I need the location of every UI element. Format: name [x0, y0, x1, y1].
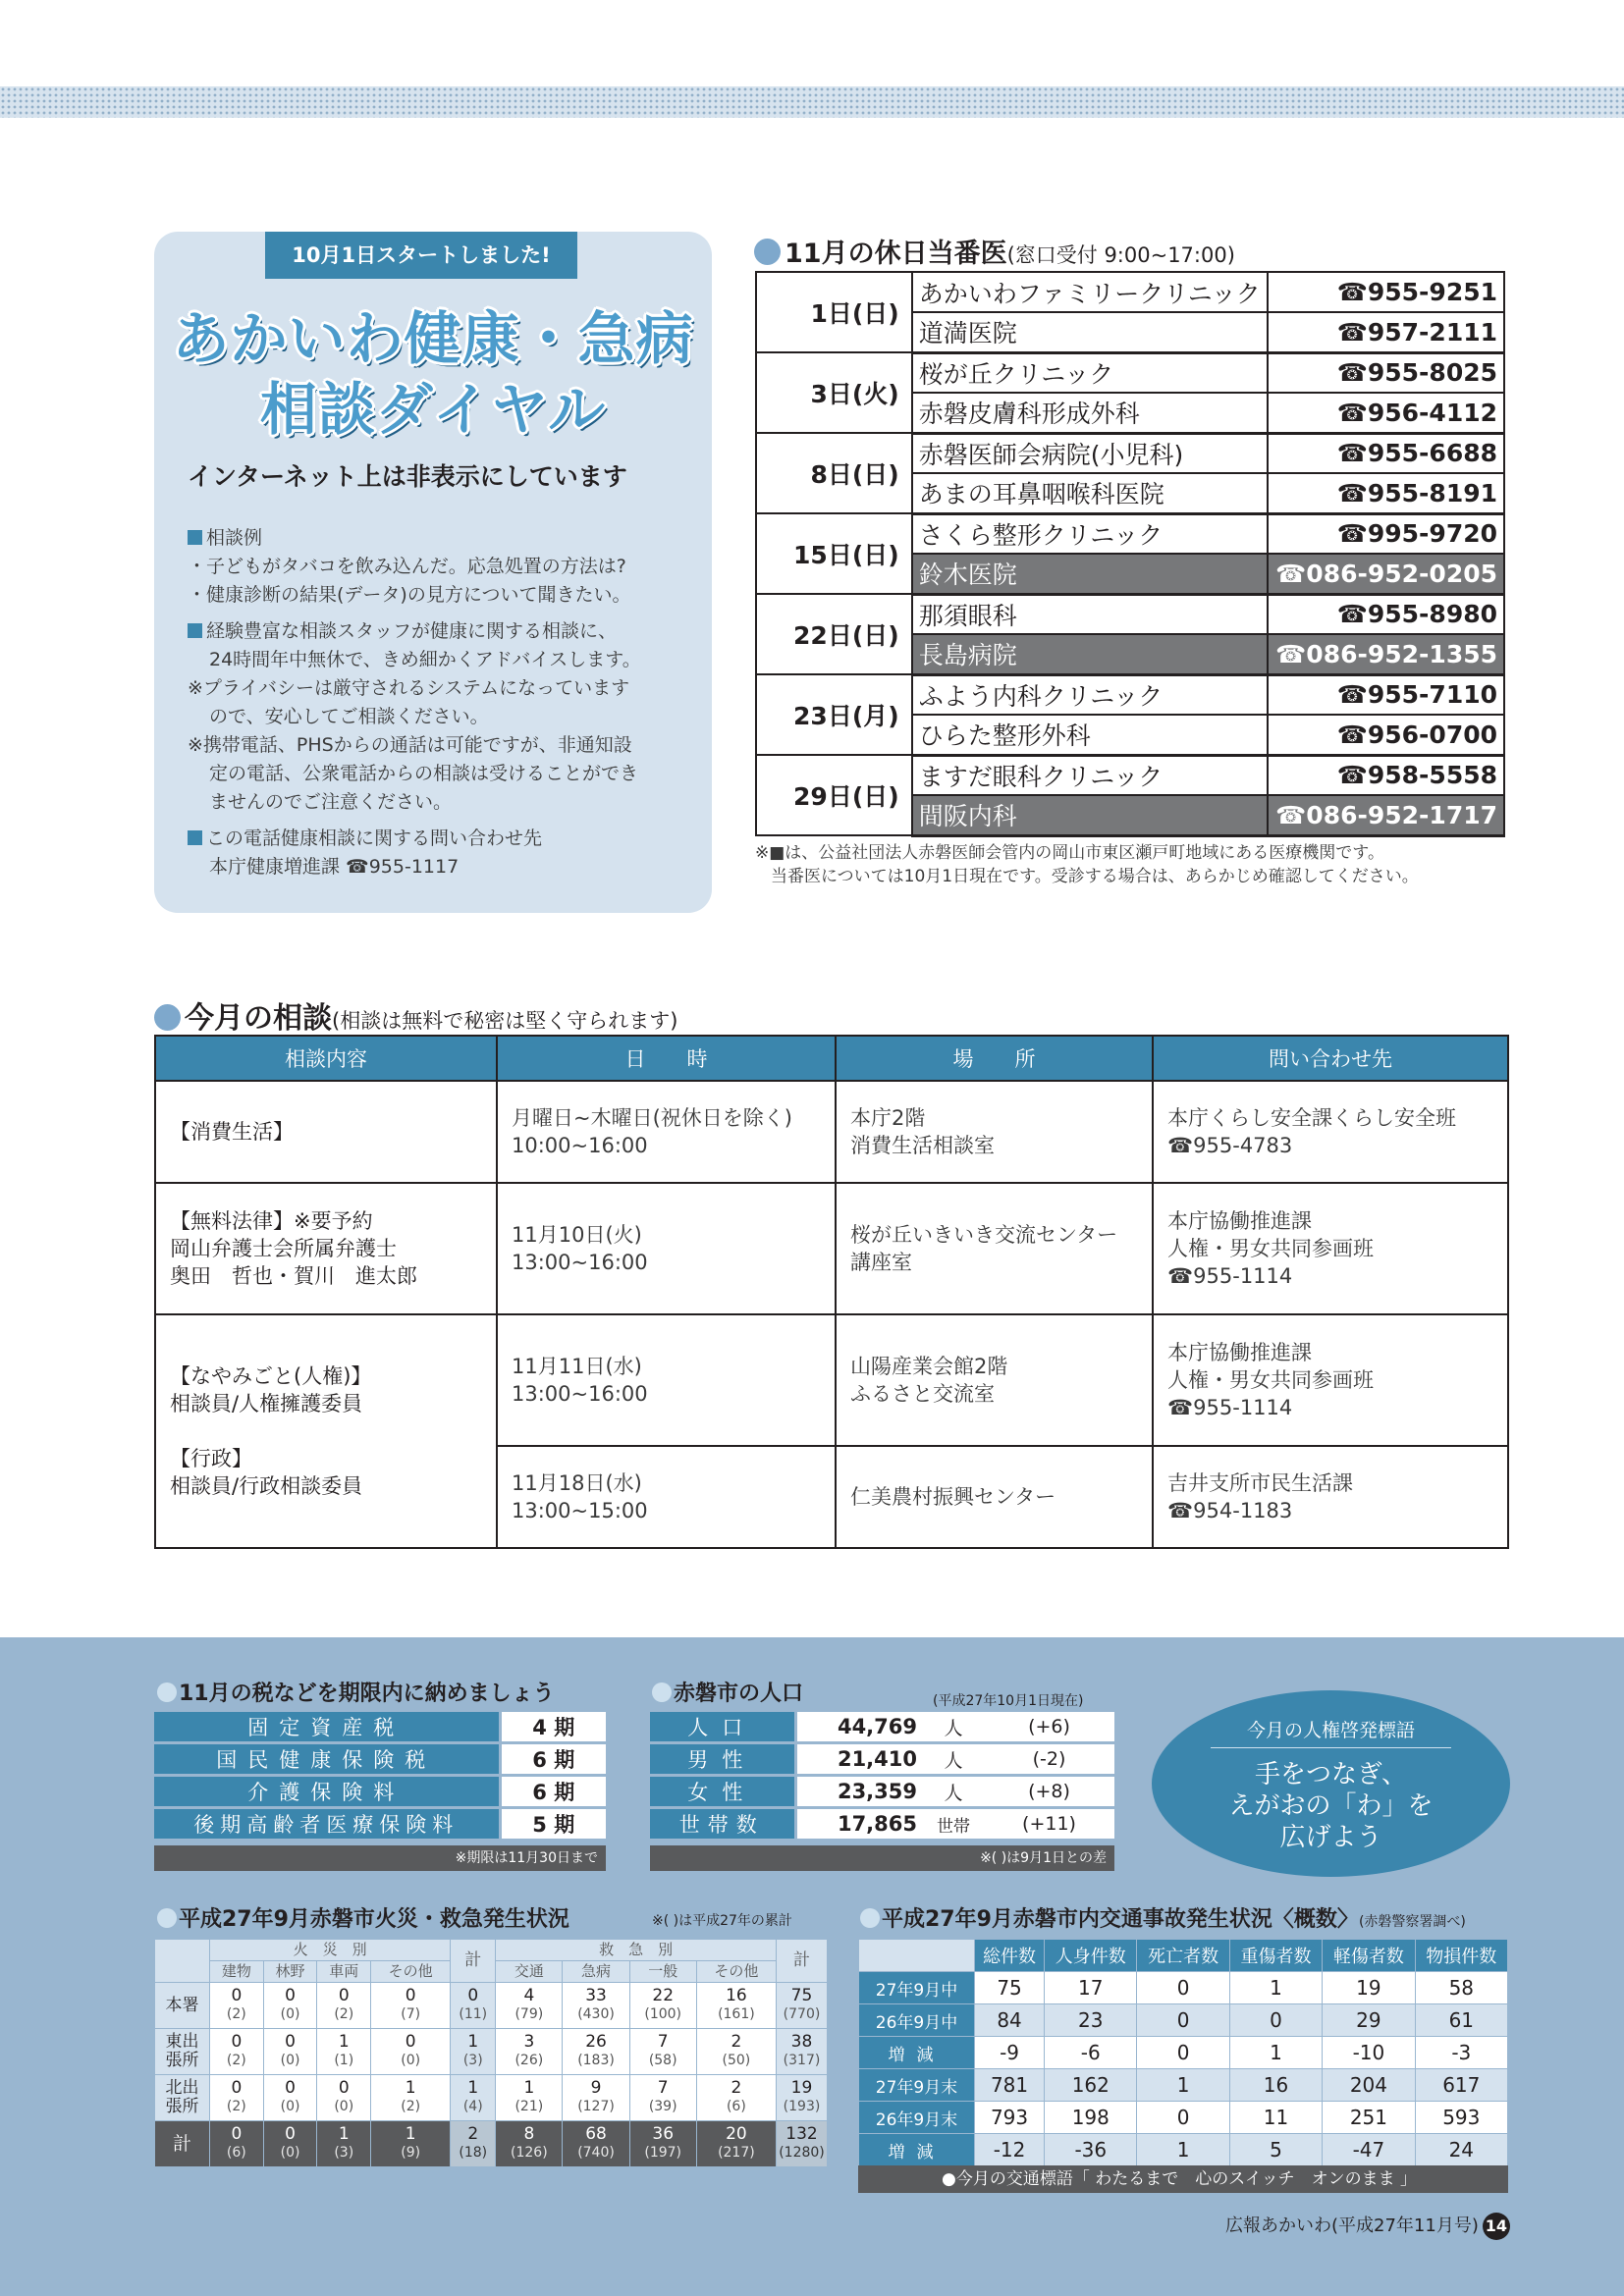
clinic-name: 赤磐医師会病院(小児科)	[912, 433, 1268, 473]
header-dot-band	[0, 86, 1624, 118]
fire-total-header: 計	[451, 1940, 496, 1983]
clinic-tel: ☎958-5558	[1268, 755, 1504, 795]
traffic-source: (赤磐警察署調べ)	[1358, 1914, 1466, 1930]
clinic-name: ますだ眼科クリニック	[912, 755, 1268, 795]
traffic-row: 26年9月中 84 23 0 0 29 61	[859, 2004, 1508, 2037]
col-header: 一般	[629, 1961, 696, 1983]
pop-diff: (+11)	[984, 1808, 1114, 1841]
tax-term: 6 期	[500, 1743, 606, 1776]
traffic-row: 27年9月末 781 162 1 16 204 617	[859, 2069, 1508, 2102]
pop-unit: 世帯	[923, 1808, 984, 1841]
row-label: 26年9月中	[859, 2004, 975, 2037]
privacy-note: ので、安心してご相談ください。	[209, 706, 489, 727]
emergency-group-header: 救 急 別	[496, 1940, 777, 1961]
phone-note: 定の電話、公衆電話からの相談は受けることができ	[209, 763, 639, 784]
pop-label: 男性	[650, 1743, 795, 1776]
traffic-row: 増減 -9 -6 0 1 -10 -3	[859, 2037, 1508, 2069]
circle-bullet-icon	[754, 239, 781, 265]
circle-bullet-icon	[860, 1908, 880, 1928]
col-header: 急病	[563, 1961, 629, 1983]
consult-category: 【消費生活】	[155, 1081, 497, 1183]
traffic-heading: 平成27年9月赤磐市内交通事故発生状況〈概数〉(赤磐警察署調べ)	[860, 1902, 1466, 1933]
col-header: その他	[371, 1961, 451, 1983]
pop-value: 44,769	[795, 1712, 923, 1743]
holiday-hours: (窓口受付 9:00~17:00)	[1006, 243, 1235, 267]
col-header: 場 所	[836, 1036, 1153, 1081]
row-label: 東出 張所	[155, 2029, 210, 2075]
clinic-name: ひらた整形外科	[912, 715, 1268, 755]
consult-time: 11月10日(火) 13:00~16:00	[497, 1183, 836, 1314]
tax-table	[154, 1712, 606, 1842]
clinic-name: ふよう内科クリニック	[912, 674, 1268, 715]
square-bullet-icon	[188, 530, 202, 545]
holiday-date: 15日(日)	[756, 513, 912, 594]
tax-heading: 11月の税などを期限内に納めましょう	[157, 1677, 555, 1707]
pop-unit: 人	[923, 1712, 984, 1743]
clinic-name: 赤磐皮膚科形成外科	[912, 393, 1268, 433]
square-bullet-icon	[188, 623, 202, 638]
clinic-name: 長島病院	[912, 634, 1268, 674]
pop-value: 23,359	[795, 1776, 923, 1808]
clinic-name: あまの耳鼻咽喉科医院	[912, 473, 1268, 513]
square-bullet-icon	[188, 830, 202, 845]
page-footer	[1225, 2212, 1510, 2240]
consult-category: 【なやみごと(人権)】 相談員/人権擁護委員 【行政】 相談員/行政相談委員	[155, 1314, 497, 1548]
consult-contact: 吉井支所市民生活課 ☎954-1183	[1153, 1446, 1508, 1548]
fire-row: 北出 張所 0 (2) 0 (0) 0 (0) 1 (2) 1 (4) 1 (21) 9 (127) 7 (39) 2 (6) 19 (193)	[155, 2075, 828, 2121]
tax-deadline: ※期限は11月30日まで	[154, 1845, 606, 1871]
tax-term: 4 期	[500, 1712, 606, 1743]
clinic-name: 那須眼科	[912, 594, 1268, 634]
holiday-note: ※■は、公益社団法人赤磐医師会管内の岡山市東区瀬戸町地域にある医療機関です。 当番医については10月1日現在です。受診する場合は、あらかじめ確認してください。	[755, 843, 1419, 886]
pop-label: 世帯数	[650, 1808, 795, 1841]
row-label: 本署	[155, 1983, 210, 2029]
col-header: 軽傷者数	[1323, 1940, 1415, 1972]
consult-time: 11月18日(水) 13:00~15:00	[497, 1446, 836, 1548]
phone-note: ませんのでご注意ください。	[209, 791, 453, 813]
publication-name: 広報あかいわ(平成27年11月号)	[1225, 2216, 1479, 2236]
population-heading: 赤磐市の人口	[652, 1677, 803, 1707]
tax-label: 固定資産税	[154, 1712, 500, 1743]
clinic-name: あかいわファミリークリニック	[912, 272, 1268, 312]
holiday-date: 22日(日)	[756, 594, 912, 674]
circle-bullet-icon	[154, 1004, 181, 1031]
page-number: 14	[1483, 2213, 1510, 2240]
col-header: その他	[696, 1961, 776, 1983]
col-header: 交通	[496, 1961, 563, 1983]
row-label: 増減	[859, 2037, 975, 2069]
pop-value: 17,865	[795, 1808, 923, 1841]
fire-row: 東出 張所 0 (2) 0 (0) 1 (1) 0 (0) 1 (3) 3 (26) 26 (183) 7 (58) 2 (50) 38 (317)	[155, 2029, 828, 2075]
example-item: ・健康診断の結果(データ)の見方について聞きたい。	[188, 584, 631, 606]
tax-label: 後期高齢者医療保険料	[154, 1808, 500, 1841]
holiday-date: 8日(日)	[756, 433, 912, 513]
population-table	[650, 1712, 1114, 1842]
holiday-date: 23日(月)	[756, 674, 912, 755]
consult-contact: 本庁協働推進課 人権・男女共同参画班 ☎955-1114	[1153, 1183, 1508, 1314]
dial-body	[188, 524, 698, 881]
dial-title-line2: 相談ダイヤル	[259, 376, 607, 443]
clinic-tel: ☎955-7110	[1268, 674, 1504, 715]
emergency-total-header: 計	[777, 1940, 828, 1983]
tax-term: 6 期	[500, 1776, 606, 1808]
fire-emergency-table	[154, 1939, 828, 2167]
fire-note: ※( )は平成27年の累計	[652, 1913, 792, 1929]
consult-heading: 今月の相談(相談は無料で秘密は堅く守られます)	[154, 993, 677, 1037]
staff-text: 24時間年中無休で、きめ細かくアドバイスします。	[209, 649, 641, 670]
row-label: 計	[155, 2121, 210, 2167]
tax-label: 国民健康保険税	[154, 1743, 500, 1776]
row-label: 27年9月中	[859, 1972, 975, 2004]
consult-category: 【無料法律】※要予約 岡山弁護士会所属弁護士 奥田 哲也・賀川 進太郎	[155, 1183, 497, 1314]
inquiry-head: この電話健康相談に関する問い合わせ先	[206, 828, 543, 849]
population-asof: (平成27年10月1日現在)	[933, 1693, 1084, 1709]
population-note: ※( )は9月1日との差	[650, 1845, 1114, 1871]
example-item: ・子どもがタバコを飲み込んだ。応急処置の方法は?	[188, 556, 626, 577]
clinic-name: 桜が丘クリニック	[912, 352, 1268, 393]
clinic-name: 道満医院	[912, 312, 1268, 352]
hidden-number-notice: インターネット上は非表示にしています	[188, 462, 627, 491]
clinic-tel: ☎086-952-1717	[1268, 795, 1504, 835]
holiday-date: 3日(火)	[756, 352, 912, 433]
consult-subtitle: (相談は無料で秘密は堅く守られます)	[332, 1009, 678, 1033]
tax-term: 5 期	[500, 1808, 606, 1841]
pop-label: 人口	[650, 1712, 795, 1743]
clinic-tel: ☎955-8980	[1268, 594, 1504, 634]
holiday-heading: 11月の休日当番医(窓口受付 9:00~17:00)	[754, 232, 1235, 270]
clinic-tel: ☎956-4112	[1268, 393, 1504, 433]
circle-bullet-icon	[157, 1908, 177, 1928]
pop-unit: 人	[923, 1743, 984, 1776]
traffic-slogan: ●今月の交通標語「 わたるまで 心のスイッチ オンのまま 」	[858, 2165, 1508, 2193]
traffic-accident-table	[858, 1939, 1508, 2166]
examples-head: 相談例	[206, 527, 263, 549]
consult-contact: 本庁くらし安全課くらし安全班 ☎955-4783	[1153, 1081, 1508, 1183]
consult-place: 仁美農村振興センター	[836, 1446, 1153, 1548]
clinic-name: 鈴木医院	[912, 554, 1268, 594]
consult-time: 11月11日(水) 13:00~16:00	[497, 1314, 836, 1446]
fire-row: 本署 0 (2) 0 (0) 0 (2) 0 (7) 0 (11) 4 (79) 33 (430) 22 (100) 16 (161) 75 (770)	[155, 1983, 828, 2029]
traffic-row: 26年9月末 793 198 0 11 251 593	[859, 2102, 1508, 2134]
pop-label: 女性	[650, 1776, 795, 1808]
clinic-name: 間阪内科	[912, 795, 1268, 835]
phone-note: ※携帯電話、PHSからの通話は可能ですが、非通知設	[188, 734, 632, 756]
col-header: 人身件数	[1045, 1940, 1137, 1972]
pop-value: 21,410	[795, 1743, 923, 1776]
holiday-date: 29日(日)	[756, 755, 912, 835]
staff-text: 経験豊富な相談スタッフが健康に関する相談に、	[206, 620, 618, 642]
slogan-text: 手をつなぎ、 えがおの「わ」を 広げよう	[1228, 1760, 1434, 1852]
health-dial-panel	[154, 232, 712, 913]
traffic-row: 27年9月中 75 17 0 1 19 58	[859, 1972, 1508, 2004]
clinic-tel: ☎955-8191	[1268, 473, 1504, 513]
clinic-tel: ☎956-0700	[1268, 715, 1504, 755]
clinic-tel: ☎995-9720	[1268, 513, 1504, 554]
consult-place: 本庁2階 消費生活相談室	[836, 1081, 1153, 1183]
start-tag: 10月1日スタートしました!	[265, 232, 577, 279]
clinic-name: さくら整形クリニック	[912, 513, 1268, 554]
col-header: 問い合わせ先	[1153, 1036, 1508, 1081]
col-header: 総件数	[975, 1940, 1045, 1972]
row-label: 北出 張所	[155, 2075, 210, 2121]
pop-diff: (+8)	[984, 1776, 1114, 1808]
col-header: 車両	[317, 1961, 371, 1983]
pop-diff: (+6)	[984, 1712, 1114, 1743]
consult-table	[154, 1035, 1509, 1549]
inquiry-contact: 本庁健康増進課 ☎955-1117	[209, 856, 460, 878]
consult-time: 月曜日~木曜日(祝休日を除く) 10:00~16:00	[497, 1081, 836, 1183]
fire-heading: 平成27年9月赤磐市火災・救急発生状況	[157, 1902, 569, 1933]
row-label: 27年9月末	[859, 2069, 975, 2102]
holiday-doctor-table	[755, 271, 1505, 837]
human-rights-slogan-bubble	[1152, 1690, 1510, 1877]
consult-contact: 本庁協働推進課 人権・男女共同参画班 ☎955-1114	[1153, 1314, 1508, 1446]
col-header: 日 時	[497, 1036, 836, 1081]
circle-bullet-icon	[652, 1682, 672, 1702]
row-label: 増減	[859, 2134, 975, 2166]
clinic-tel: ☎957-2111	[1268, 312, 1504, 352]
consult-place: 山陽産業会館2階 ふるさと交流室	[836, 1314, 1153, 1446]
traffic-row: 増減 -12 -36 1 5 -47 24	[859, 2134, 1508, 2166]
col-header: 建物	[210, 1961, 264, 1983]
slogan-title: 今月の人権啓発標語	[1246, 1720, 1415, 1741]
clinic-tel: ☎086-952-0205	[1268, 554, 1504, 594]
consult-place: 桜が丘いきいき交流センター 講座室	[836, 1183, 1153, 1314]
clinic-tel: ☎955-9251	[1268, 272, 1504, 312]
tax-label: 介護保険料	[154, 1776, 500, 1808]
col-header: 重傷者数	[1229, 1940, 1322, 1972]
pop-diff: (-2)	[984, 1743, 1114, 1776]
col-header: 物損件数	[1415, 1940, 1507, 1972]
clinic-tel: ☎955-6688	[1268, 433, 1504, 473]
fire-total-row: 計 0 (6) 0 (0) 1 (3) 1 (9) 2 (18) 8 (126) 68 (740) 36 (197) 20 (217) 132 (1280)	[155, 2121, 828, 2167]
holiday-date: 1日(日)	[756, 272, 912, 352]
privacy-note: ※プライバシーは厳守されるシステムになっています	[188, 677, 630, 699]
col-header: 林野	[263, 1961, 317, 1983]
pop-unit: 人	[923, 1776, 984, 1808]
col-header: 相談内容	[155, 1036, 497, 1081]
row-label: 26年9月末	[859, 2102, 975, 2134]
col-header: 死亡者数	[1137, 1940, 1229, 1972]
clinic-tel: ☎955-8025	[1268, 352, 1504, 393]
fire-group-header: 火 災 別	[210, 1940, 451, 1961]
dial-title-line1: あかいわ健康・急病	[172, 305, 694, 372]
circle-bullet-icon	[157, 1682, 177, 1702]
clinic-tel: ☎086-952-1355	[1268, 634, 1504, 674]
